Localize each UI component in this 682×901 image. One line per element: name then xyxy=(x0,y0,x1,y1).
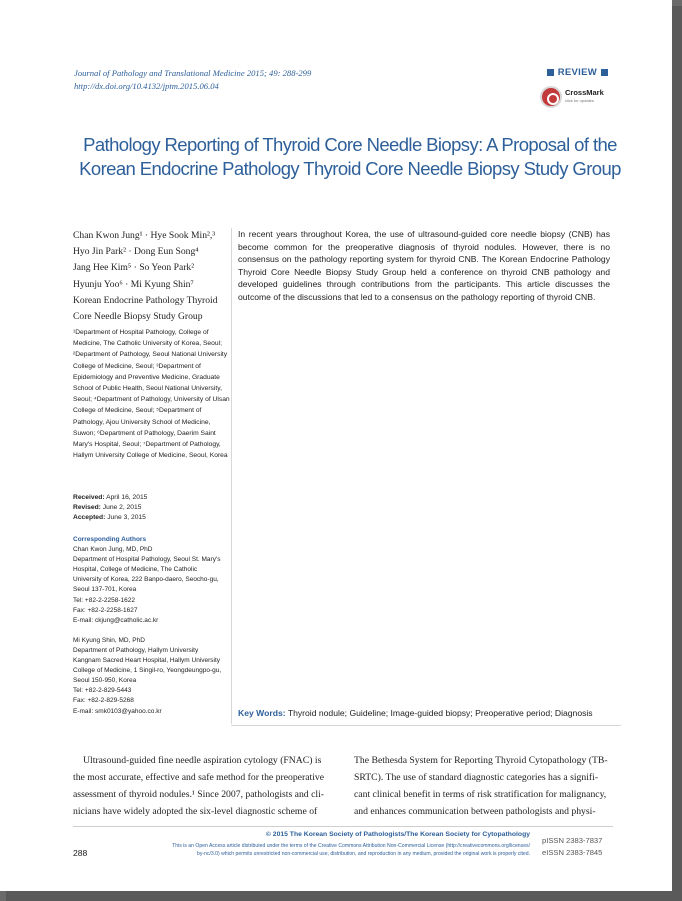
page-number: 288 xyxy=(73,848,88,858)
corr-line: Tel: +82-2-2258-1622 xyxy=(73,596,135,604)
author-line: Jang Hee Kim⁵ · So Yeon Park² xyxy=(73,262,195,274)
corresponding-label: Corresponding Authors xyxy=(73,536,147,543)
revised-date: Revised: June 2, 2015 xyxy=(73,504,142,511)
corr-email[interactable]: E-mail: ckjung@catholic.ac.kr xyxy=(73,616,159,624)
corresponding-authors xyxy=(73,535,233,717)
body-line: assessment of thyroid nodules.¹ Since 2007, pathologists and cli- xyxy=(73,789,324,800)
article-type-label: REVIEW xyxy=(557,67,597,78)
license-notice xyxy=(100,843,530,858)
author-line: Chan Kwon Jung¹ · Hye Sook Min²,³ xyxy=(73,230,216,241)
body-column-right xyxy=(354,752,612,820)
keywords-divider xyxy=(231,725,621,726)
corr-line: Fax: +82-2-829-5268 xyxy=(73,697,134,705)
footer-divider xyxy=(73,826,613,827)
doi-link[interactable]: http://dx.doi.org/10.4132/jptm.2015.06.04 xyxy=(74,81,219,91)
affiliations: ¹Department of Hospital Pathology, College of Medicine, The Catholic University of Korea, Seoul; ²Department of Pathology, Seoul National University College of Medicine, Seoul; ³Department of Epidemiology and Preventive Medicine, Graduate School of Public Health, Seoul National University, Seoul; ⁴Department of Pathology, University of Ulsan College of Medicine, Seoul; ⁵Department of Pathology, Ajou University School of Medicine, Suwon; ⁶Department of Pathology, Daerim Saint Mary's Hospital, Seoul; ⁷Department of Pathology, Hallym University College of Medicine, Seoul, Korea xyxy=(73,329,230,460)
body-line: SRTC). The use of standard diagnostic categories has a signifi- xyxy=(354,772,599,783)
corr-line: Chan Kwon Jung, MD, PhD xyxy=(73,546,153,554)
body-line: Ultrasound-guided fine needle aspiration cytology (FNAC) is xyxy=(83,755,322,766)
journal-line: Journal of Pathology and Translational Medicine 2015; 49: 288-299 xyxy=(74,68,312,78)
title-line-2: Korean Endocrine Pathology Thyroid Core Needle Biopsy Study Group xyxy=(79,158,621,179)
corr-line: Tel: +82-2-829-5443 xyxy=(73,687,132,695)
keywords-text: Thyroid nodule; Guideline; Image-guided biopsy; Preoperative period; Diagnosis xyxy=(287,708,593,718)
eissn: eISSN 2383-7845 xyxy=(542,848,603,857)
author-list xyxy=(73,228,238,325)
license-line: This is an Open Access article distributed under the terms of the Creative Commons Attribution Non-Commercial License (http://creativecommons.org/licenses/ xyxy=(172,843,530,849)
corr-line: University of Korea, 222 Banpo-daero, Seocho-gu, xyxy=(73,576,219,584)
corr-line: Seoul 150-950, Korea xyxy=(73,677,137,685)
crossmark-badge[interactable] xyxy=(540,84,610,110)
corr-line: College of Medicine, 1 Singil-ro, Yeongdeungpo-gu, xyxy=(73,667,222,675)
article-title xyxy=(70,133,630,181)
body-line: the most accurate, effective and safe method for the preoperative xyxy=(73,772,325,783)
square-marker-icon xyxy=(601,69,608,76)
corr-line: Mi Kyung Shin, MD, PhD xyxy=(73,636,145,644)
article-type-badge xyxy=(547,67,608,78)
corr-line: Hospital, College of Medicine, The Catholic xyxy=(73,566,198,574)
corr-line: Department of Pathology, Hallym University xyxy=(73,646,199,654)
body-line: The Bethesda System for Reporting Thyroid Cytopathology (TB- xyxy=(354,755,608,766)
keywords xyxy=(238,708,618,718)
page-shadow xyxy=(672,6,682,901)
pissn: pISSN 2383-7837 xyxy=(542,836,603,845)
corr-line: Department of Hospital Pathology, Seoul St. Mary's xyxy=(73,556,221,564)
corr-line: Kangnam Sacred Heart Hospital, Hallym University xyxy=(73,657,221,665)
body-line: nicians have widely adopted the six-level diagnostic scheme of xyxy=(73,806,318,817)
issn-block xyxy=(542,835,602,859)
crossmark-label: CrossMark xyxy=(565,88,604,97)
page-shadow xyxy=(6,891,682,901)
title-line-1: Pathology Reporting of Thyroid Core Needle Biopsy: A Proposal of the xyxy=(83,134,617,155)
crossmark-sub: click for updates xyxy=(565,98,594,103)
square-marker-icon xyxy=(547,69,554,76)
copyright: © 2015 The Korean Society of Pathologists/The Korean Society for Cytopathology xyxy=(265,831,530,838)
corr-line: Seoul 137-701, Korea xyxy=(73,586,137,594)
author-line: Korean Endocrine Pathology Thyroid xyxy=(73,294,218,306)
body-line: cant clinical benefit in terms of risk stratification for malignancy, xyxy=(354,789,607,800)
journal-citation xyxy=(74,67,311,93)
author-line: Hyunju Yoo⁶ · Mi Kyung Shin⁷ xyxy=(73,278,194,290)
author-line: Hyo Jin Park² · Dong Eun Song⁴ xyxy=(73,246,199,258)
abstract: In recent years throughout Korea, the use of ultrasound-guided core needle biopsy (CNB) has become common for the preoperative diagnosis of thyroid nodules. However, there is no consensus on the pathology reporting system for thyroid CNB. The Korean Endocrine Pathology Thyroid Core Needle Biopsy Study Group held a conference on thyroid CNB pathology and developed guidelines through contributions from the participants. This article discusses the outcome of the discussions that led to a consensus on the pathology reporting of thyroid CNB. xyxy=(238,229,610,302)
received-date: Received: April 16, 2015 xyxy=(73,494,148,501)
body-column-left xyxy=(73,752,331,820)
author-line: Core Needle Biopsy Study Group xyxy=(73,311,203,323)
corr-email[interactable]: E-mail: smk0103@yahoo.co.kr xyxy=(73,707,162,715)
license-line: by-nc/3.0) which permits unrestricted non-commercial use, distribution, and reproduction in any medium, provided the original work is properly cited. xyxy=(197,850,530,857)
body-line: and enhances communication between pathologists and physi- xyxy=(354,806,596,817)
keywords-label: Key Words: xyxy=(238,708,286,718)
crossmark-icon xyxy=(540,86,562,108)
article-dates xyxy=(73,493,231,523)
accepted-date: Accepted: June 3, 2015 xyxy=(73,514,146,521)
corr-line: Fax: +82-2-2258-1627 xyxy=(73,606,138,614)
